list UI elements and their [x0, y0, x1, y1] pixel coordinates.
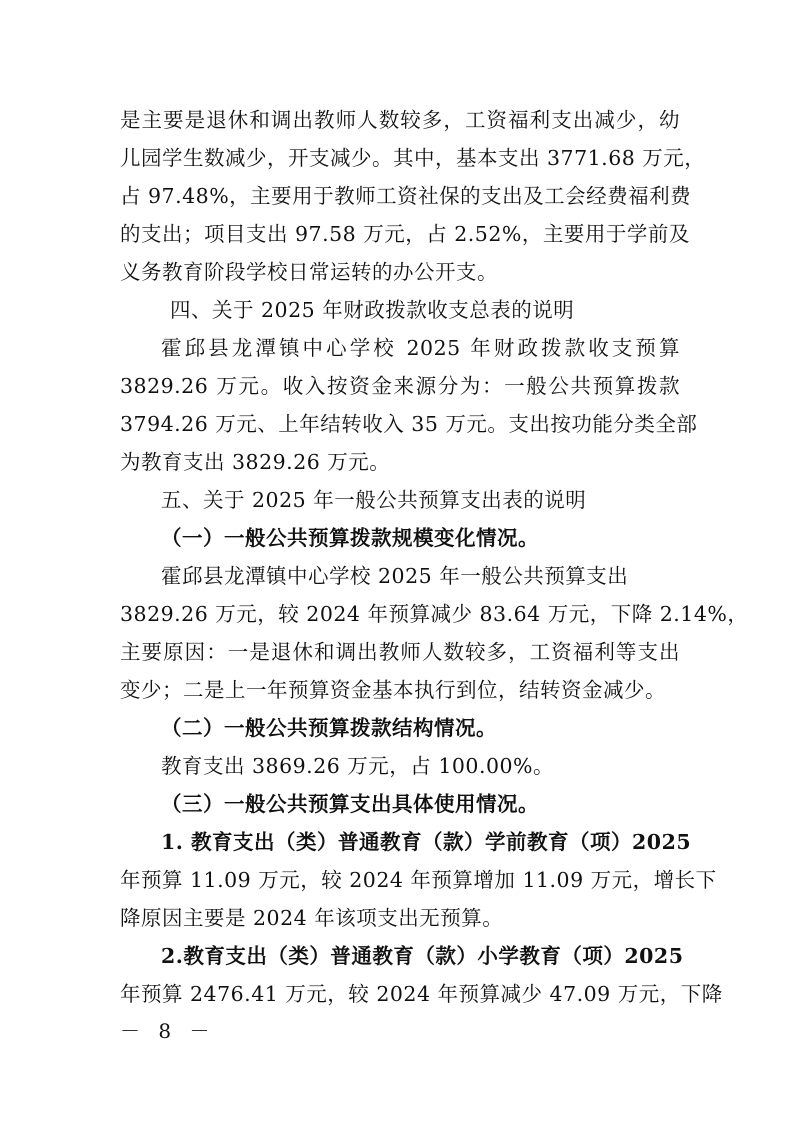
- section-heading: 四、关于 2025 年财政拨款收支总表的说明: [170, 298, 575, 322]
- section-heading: 五、关于 2025 年一般公共预算支出表的说明: [161, 488, 587, 512]
- paragraph-line: 儿园学生数减少，开支减少。其中，基本支出 3771.68 万元，: [120, 146, 706, 170]
- paragraph-line: 3794.26 万元、上年结转收入 35 万元。支出按功能分类全部: [120, 412, 698, 436]
- paragraph-line: 3829.26 万元，较 2024 年预算减少 83.64 万元，下降 2.14%，: [120, 602, 749, 626]
- paragraph-line: 占 97.48%，主要用于教师工资社保的支出及工会经费福利费: [120, 184, 692, 208]
- paragraph-line: 年预算 2476.41 万元，较 2024 年预算减少 47.09 万元，下降: [120, 982, 723, 1006]
- paragraph-line: 3829.26 万元。收入按资金来源分为：一般公共预算拨款: [120, 374, 680, 398]
- subsection-heading: （三）一般公共预算支出具体使用情况。: [161, 792, 539, 816]
- paragraph-line: 教育支出 3869.26 万元，占 100.00%。: [161, 754, 555, 778]
- paragraph-line: 为教育支出 3829.26 万元。: [120, 450, 391, 474]
- subsection-heading: （二）一般公共预算拨款结构情况。: [161, 716, 497, 740]
- paragraph-line: 霍邱县龙潭镇中心学校 2025 年财政拨款收支预算: [161, 336, 680, 360]
- item-heading: 1. 教育支出（类）普通教育（款）学前教育（项）2025: [161, 830, 692, 854]
- paragraph-line: 主要原因：一是退休和调出教师人数较多，工资福利等支出: [120, 640, 680, 664]
- paragraph-line: 的支出；项目支出 97.58 万元，占 2.52%，主要用于学前及: [120, 222, 690, 246]
- paragraph-line: 变少；二是上一年预算资金基本执行到位，结转资金减少。: [120, 678, 666, 702]
- paragraph-line: 霍邱县龙潭镇中心学校 2025 年一般公共预算支出: [161, 564, 629, 588]
- paragraph-line: 义务教育阶段学校日常运转的办公开支。: [120, 260, 498, 284]
- subsection-heading: （一）一般公共预算拨款规模变化情况。: [161, 526, 539, 550]
- paragraph-line: 是主要是退休和调出教师人数较多，工资福利支出减少，幼: [120, 108, 680, 132]
- paragraph-line: 年预算 11.09 万元，较 2024 年预算增加 11.09 万元，增长下: [120, 868, 717, 892]
- item-heading: 2.教育支出（类）普通教育（款）小学教育（项）2025: [161, 944, 684, 968]
- paragraph-line: 降原因主要是 2024 年该项支出无预算。: [120, 906, 504, 930]
- page-number: － 8 －: [120, 1019, 216, 1043]
